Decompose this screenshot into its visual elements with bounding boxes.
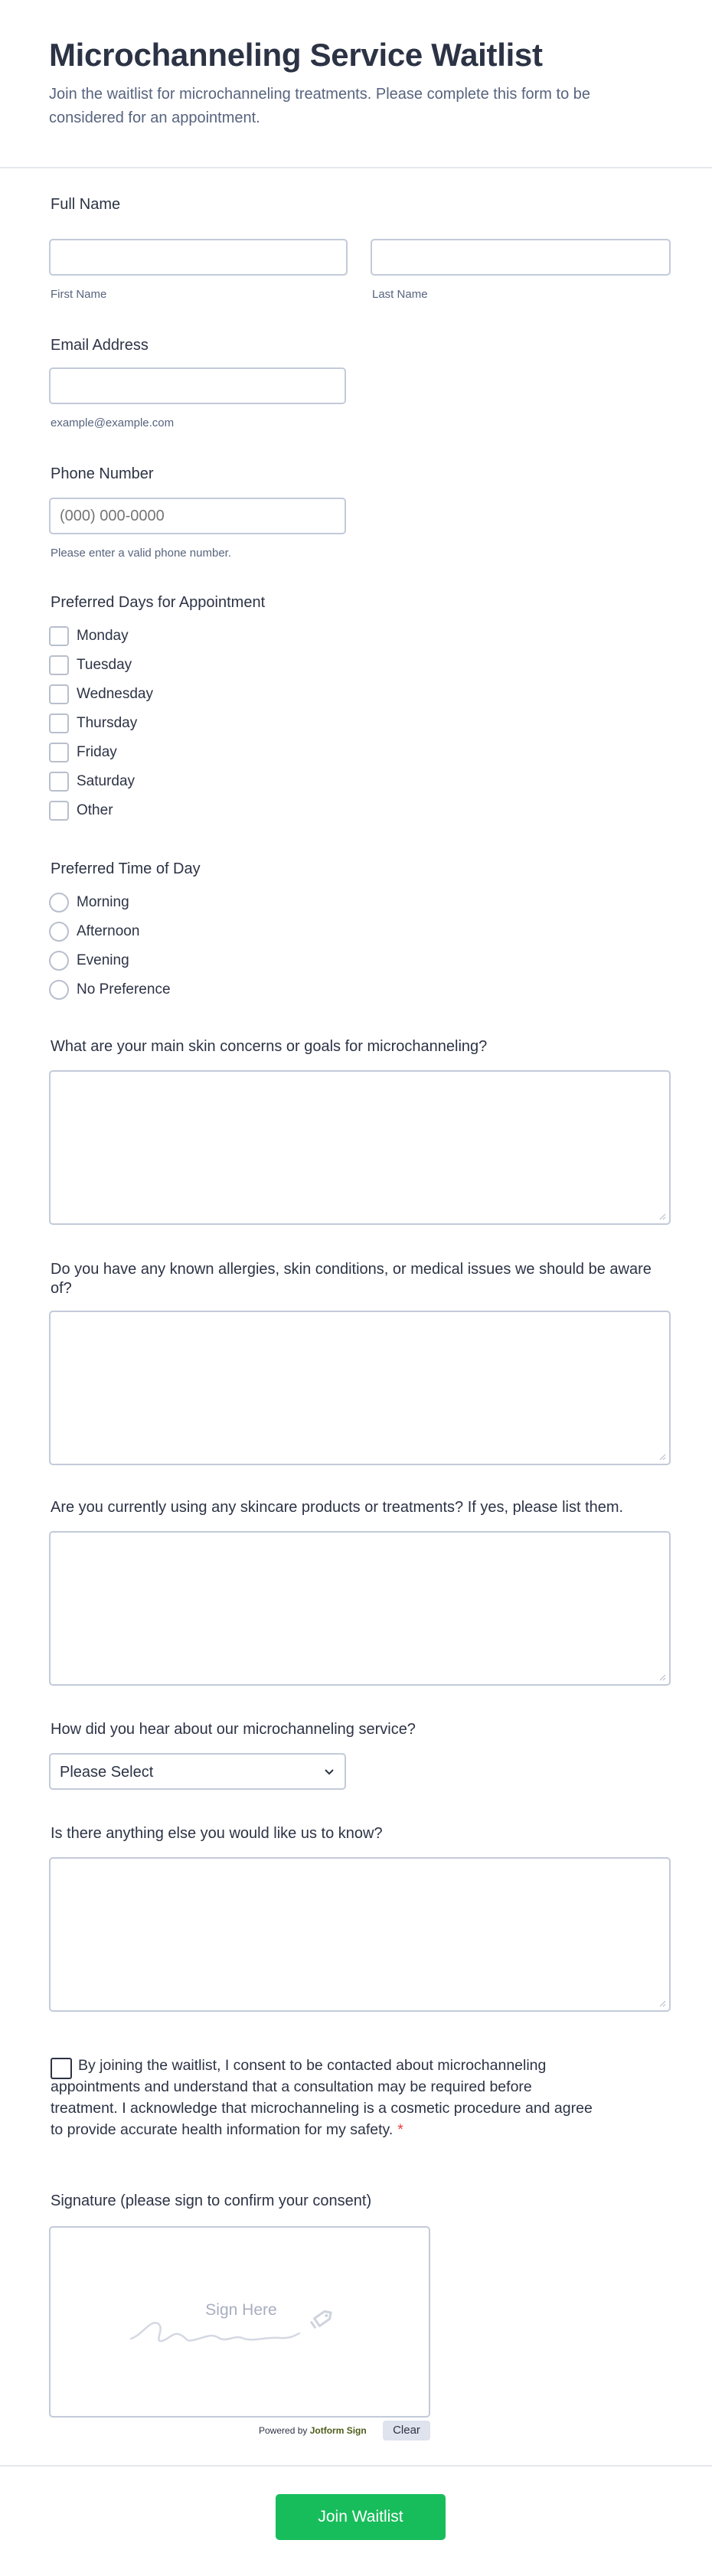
email-sublabel: example@example.com [51,416,175,429]
chevron-down-icon [323,1765,335,1778]
checkbox[interactable] [49,655,69,675]
time-option-label: No Preference [77,981,171,997]
concerns-label: What are your main skin concerns or goals for microchanneling? [51,1038,488,1055]
signature-label: Signature (please sign to confirm your consent) [51,2192,372,2209]
checkbox[interactable] [49,743,69,762]
powered-prefix: Powered by [259,2425,308,2436]
time-option-label: Afternoon [77,923,140,939]
checkbox[interactable] [49,626,69,646]
other-info-label: Is there anything else you would like us to know? [51,1825,383,1842]
radio[interactable] [49,893,69,913]
last-name-sublabel: Last Name [372,288,428,301]
sign-here-hint: Sign Here [205,2301,277,2319]
allergies-textarea[interactable] [49,1311,671,1465]
time-label: Preferred Time of Day [51,860,201,877]
phone-input[interactable] [49,498,346,534]
full-name-label: Full Name [51,196,121,213]
first-name-sublabel: First Name [51,288,107,301]
time-option-morning[interactable] [49,893,129,913]
phone-label: Phone Number [51,465,154,482]
jotform-sign-brand[interactable]: Jotform Sign [309,2425,367,2436]
phone-sublabel: Please enter a valid phone number. [51,547,231,560]
join-waitlist-button[interactable]: Join Waitlist [276,2494,446,2540]
signature-pad[interactable] [49,2226,430,2418]
required-asterisk: * [397,2121,403,2138]
checkbox[interactable] [49,772,69,792]
day-option-label: Wednesday [77,686,153,702]
day-option-label: Friday [77,744,117,760]
resize-grip-icon[interactable] [658,1213,666,1220]
day-option-thursday[interactable] [49,713,137,733]
source-label: How did you hear about our microchanneling service? [51,1721,416,1738]
day-option-label: Other [77,802,113,818]
checkbox[interactable] [49,713,69,733]
day-option-label: Saturday [77,773,136,789]
resize-grip-icon[interactable] [658,1453,666,1461]
day-option-label: Tuesday [77,657,132,673]
email-label: Email Address [51,337,149,354]
footer-divider [0,2465,712,2467]
resize-grip-icon[interactable] [658,2000,666,2007]
signature-scribble-icon [127,2304,349,2350]
source-select[interactable] [49,1753,346,1790]
concerns-textarea[interactable] [49,1070,671,1225]
day-option-friday[interactable] [49,743,117,762]
checkbox[interactable] [49,684,69,704]
day-option-label: Monday [77,628,129,644]
time-option-afternoon[interactable] [49,922,139,942]
consent-statement: By joining the waitlist, I consent to be contacted about microchanneling appointments and understand that a consultation may be required before treatment. I acknowledge that microchanneling is a cosmetic procedure and agree to provide accurate health information for my safety. [51,2057,593,2138]
days-label: Preferred Days for Appointment [51,594,266,611]
consent-text [51,2055,602,2140]
products-label: Are you currently using any skincare products or treatments? If yes, please list them. [51,1499,624,1516]
last-name-input[interactable] [371,239,671,276]
day-option-tuesday[interactable] [49,655,132,675]
source-selected-value: Please Select [60,1764,154,1781]
clear-signature-button[interactable]: Clear [383,2421,430,2441]
day-option-monday[interactable] [49,626,129,646]
day-option-other[interactable] [49,801,113,821]
form-title: Microchanneling Service Waitlist [49,37,543,73]
time-option-no-preference[interactable] [49,980,171,1000]
resize-grip-icon[interactable] [658,1673,666,1681]
allergies-label: Do you have any known allergies, skin conditions, or medical issues we should be aware of? [51,1261,652,1297]
first-name-input[interactable] [49,239,348,276]
time-option-label: Evening [77,952,129,968]
powered-by-text [259,2425,367,2436]
time-option-evening[interactable] [49,951,129,971]
form-subtitle: Join the waitlist for microchanneling treatments. Please complete this form to be considered for an appointment. [49,86,590,126]
other-info-textarea[interactable] [49,1857,671,2012]
time-option-label: Morning [77,894,129,910]
radio[interactable] [49,980,69,1000]
checkbox[interactable] [49,801,69,821]
day-option-saturday[interactable] [49,772,135,792]
form-header [0,0,712,168]
radio[interactable] [49,922,69,942]
day-option-label: Thursday [77,715,138,731]
radio[interactable] [49,951,69,971]
day-option-wednesday[interactable] [49,684,153,704]
email-input[interactable] [49,367,346,404]
products-textarea[interactable] [49,1531,671,1686]
